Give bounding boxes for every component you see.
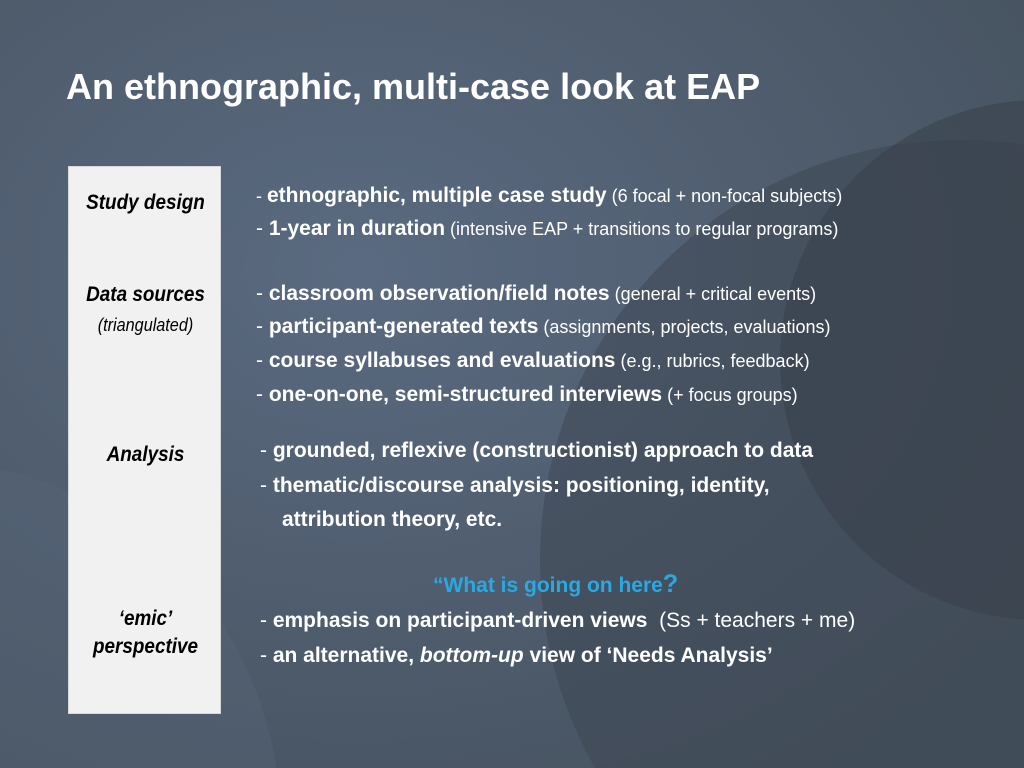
data-source-item: - classroom observation/field notes (general + critical events) xyxy=(256,282,817,305)
label-data-sources: Data sources xyxy=(86,283,205,306)
label-study-design: Study design xyxy=(86,191,205,214)
emic-item: - emphasis on participant-driven views (Ss + teachers + me) xyxy=(260,609,856,632)
emic-item: - an alternative, bottom-up view of ‘Needs Analysis’ xyxy=(260,644,773,667)
study-design-item: - 1-year in duration (intensive EAP + transitions to regular programs) xyxy=(256,217,839,240)
analysis-item: - thematic/discourse analysis: positioning, identity, xyxy=(260,474,770,497)
data-source-item: - one-on-one, semi-structured interviews (+ focus groups) xyxy=(256,383,798,406)
label-data-sources-sub: (triangulated) xyxy=(97,315,194,335)
label-perspective: perspective xyxy=(92,635,199,658)
emic-quote: “What is going on here? xyxy=(433,570,679,598)
category-panel xyxy=(68,166,221,714)
data-source-item: - participant-generated texts (assignments, projects, evaluations) xyxy=(256,315,831,338)
label-emic: ‘emic’ xyxy=(118,607,173,630)
study-design-item: - ethnographic, multiple case study (6 focal + non-focal subjects) xyxy=(256,184,843,207)
data-source-item: - course syllabuses and evaluations (e.g., rubrics, feedback) xyxy=(256,349,810,372)
slide-title: An ethnographic, multi-case look at EAP xyxy=(66,66,761,107)
analysis-item: attribution theory, etc. xyxy=(282,508,503,531)
label-analysis: Analysis xyxy=(106,443,185,466)
analysis-item: - grounded, reflexive (constructionist) approach to data xyxy=(260,439,814,462)
